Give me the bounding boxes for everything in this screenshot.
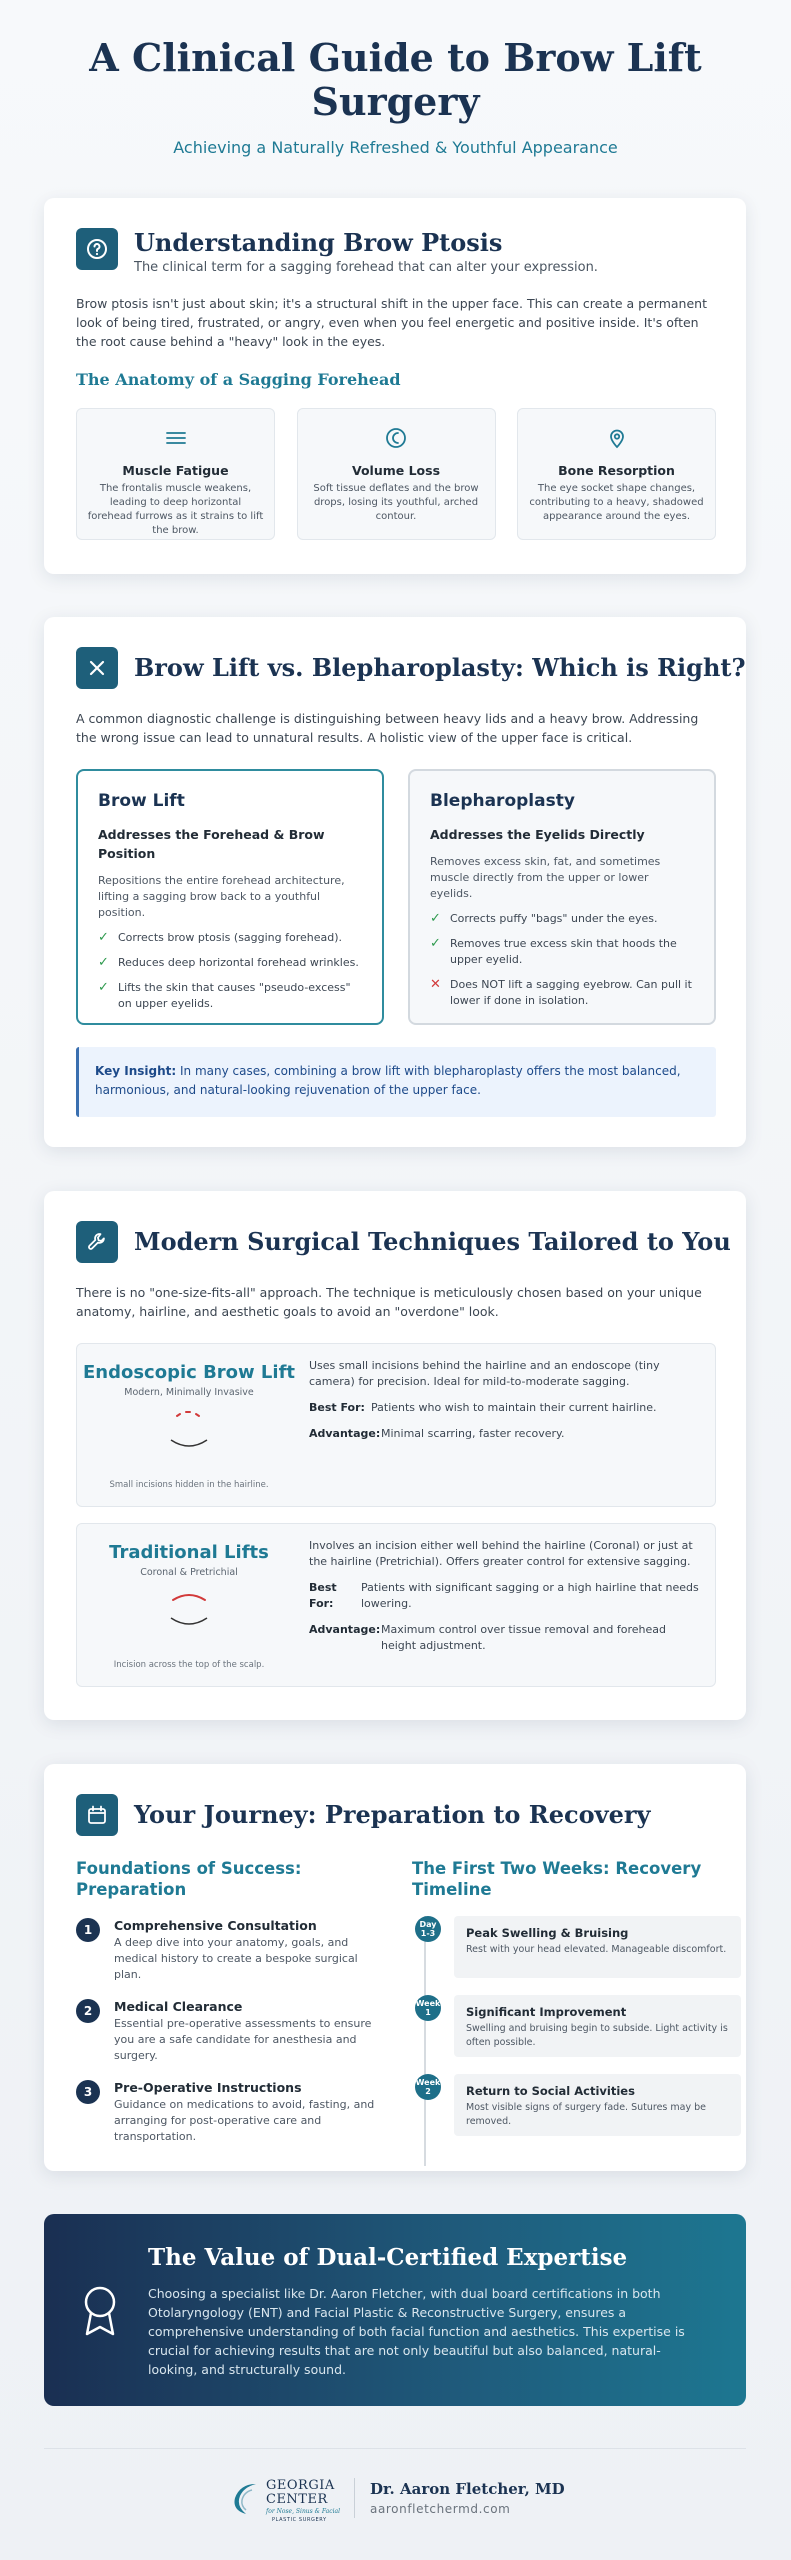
brow-lift-box xyxy=(76,769,384,1025)
page-header xyxy=(0,0,791,157)
step-number: 1 xyxy=(76,1918,100,1942)
check-icon: ✓ xyxy=(98,980,109,995)
footer xyxy=(0,2470,791,2530)
technique-best-for: Best For: Patients with significant sagging or a high hairline that needs lowering. xyxy=(309,1581,699,1610)
preparation-title: Foundations of Success: Preparation xyxy=(76,1859,302,1899)
technique-title: Endoscopic Brow Lift xyxy=(82,1362,296,1383)
anatomy-title: The Anatomy of a Sagging Forehead xyxy=(76,370,401,389)
wrench-icon xyxy=(76,1221,118,1263)
section-techniques xyxy=(44,1191,746,1720)
anatomy-item-bone xyxy=(517,408,716,540)
close-icon xyxy=(76,647,118,689)
technique-advantage: Advantage: Maximum control over tissue removal and forehead height adjustment. xyxy=(309,1623,667,1652)
anatomy-item-title: Bone Resorption xyxy=(558,463,675,478)
traditional-incision-icon xyxy=(159,1586,219,1632)
calendar-icon xyxy=(76,1794,118,1836)
section-title: Understanding Brow Ptosis xyxy=(134,228,503,257)
recovery-column xyxy=(412,1858,728,2166)
page-subtitle: Achieving a Naturally Refreshed & Youthful Appearance xyxy=(173,138,618,157)
key-insight-label: Key Insight: xyxy=(95,1064,177,1078)
technique-endoscopic xyxy=(76,1343,716,1507)
blepharoplasty-title: Blepharoplasty xyxy=(430,791,575,811)
recovery-title: The First Two Weeks: Recovery Timeline xyxy=(412,1859,702,1899)
timeline-badge: Week 1 xyxy=(415,1995,441,2021)
check-icon: ✓ xyxy=(430,936,441,951)
anatomy-item-text: Soft tissue deflates and the brow drops, losing its youthful, arched contour. xyxy=(313,483,479,522)
key-insight xyxy=(76,1047,716,1117)
timeline-item: Week 2 Return to Social Activities Most visible signs of surgery fade. Sutures may be removed. xyxy=(426,2074,722,2136)
section-title: Your Journey: Preparation to Recovery xyxy=(134,1800,651,1829)
technique-desc: Involves an incision either well behind the hairline (Coronal) or just at the hairline (Pretrichial). Offers greater control for extensive sagging. xyxy=(309,1539,693,1568)
check-icon: ✓ xyxy=(98,955,109,970)
doctor-name: Dr. Aaron Fletcher, MD xyxy=(370,2480,565,2498)
technique-traditional xyxy=(76,1523,716,1687)
endoscopic-incision-icon xyxy=(159,1406,219,1452)
section-comparison xyxy=(44,617,746,1147)
lines-icon xyxy=(164,427,188,449)
footer-divider xyxy=(44,2448,746,2449)
question-icon xyxy=(76,228,118,270)
technique-best-for: Best For: Patients who wish to maintain their current hairline. xyxy=(309,1401,657,1414)
technique-subtitle: Modern, Minimally Invasive xyxy=(124,1387,254,1398)
banner-title: The Value of Dual-Certified Expertise xyxy=(148,2244,628,2271)
technique-title: Traditional Lifts xyxy=(109,1542,269,1563)
anatomy-item-title: Volume Loss xyxy=(351,463,441,478)
technique-caption: Incision across the top of the scalp. xyxy=(113,1660,265,1670)
list-item: ✓ Removes true excess skin that hoods the upper eyelid. xyxy=(430,936,677,966)
anatomy-item-text: The frontalis muscle weakens, leading to deep horizontal forehead furrows as it strains to lift the brow. xyxy=(87,483,264,536)
blepharoplasty-box xyxy=(408,769,716,1025)
technique-desc: Uses small incisions behind the hairline and an endoscope (tiny camera) for precision. Ideal for mild-to-moderate sagging. xyxy=(309,1359,660,1388)
section-body: A common diagnostic challenge is distinguishing between heavy lids and a heavy brow. Addressing the wrong issue can lead to unnatural results. A holistic view of the upper face is critical. xyxy=(76,711,699,745)
logo-text-4: PLASTIC SURGERY xyxy=(272,2517,327,2523)
timeline xyxy=(415,1916,728,2166)
logo-emblem-icon xyxy=(226,2478,266,2518)
section-brow-ptosis xyxy=(44,198,746,574)
section-journey xyxy=(44,1764,746,2171)
brow-lift-heading: Addresses the Forehead & Brow Position xyxy=(98,827,325,861)
anatomy-items xyxy=(76,408,716,540)
key-insight-text: In many cases, combining a brow lift with blepharoplasty offers the most balanced, harmonious, and natural-looking rejuvenation of the upper face. xyxy=(95,1064,681,1097)
list-item: 2 Medical Clearance Essential pre-operative assessments to ensure you are a safe candidate for anesthesia and surgery. xyxy=(76,1999,376,2064)
section-subtitle: The clinical term for a sagging forehead that can alter your expression. xyxy=(134,260,598,275)
list-item: 3 Pre-Operative Instructions Guidance on medications to avoid, fasting, and arranging for post-operative care and transportation. xyxy=(76,2080,376,2145)
preparation-column xyxy=(76,1858,376,2145)
list-item: 1 Comprehensive Consultation A deep dive into your anatomy, goals, and medical history to create a bespoke surgical plan. xyxy=(76,1918,376,1983)
section-body: Brow ptosis isn't just about skin; it's a structural shift in the upper face. This can create a permanent look of being tired, frustrated, or angry, even when you feel energetic and positive inside. It's often the root cause behind a "heavy" look in the eyes. xyxy=(76,296,707,349)
award-icon xyxy=(78,2282,122,2338)
blepharoplasty-desc: Removes excess skin, fat, and sometimes muscle directly from the upper or lower eyelids. xyxy=(430,855,661,900)
moon-icon xyxy=(384,427,408,449)
page-title: A Clinical Guide to Brow Lift Surgery xyxy=(89,35,702,124)
check-icon: ✓ xyxy=(430,911,441,926)
section-title: Modern Surgical Techniques Tailored to You xyxy=(134,1227,731,1256)
step-number: 3 xyxy=(76,2080,100,2104)
technique-caption: Small incisions hidden in the hairline. xyxy=(109,1480,269,1490)
cross-icon: ✕ xyxy=(430,977,441,992)
list-item: ✓ Corrects puffy "bags" under the eyes. xyxy=(430,911,658,926)
logo-text-1: GEORGIA xyxy=(266,2478,335,2493)
logo-text-2: CENTER xyxy=(266,2492,328,2507)
technique-advantage: Advantage: Minimal scarring, faster recovery. xyxy=(309,1427,565,1440)
anatomy-item-title: Muscle Fatigue xyxy=(122,463,229,478)
timeline-item: Week 1 Significant Improvement Swelling and bruising begin to subside. Light activity is often possible. xyxy=(426,1995,722,2057)
website-link[interactable]: aaronfletchermd.com xyxy=(370,2502,511,2516)
expertise-banner xyxy=(44,2214,746,2406)
section-title: Brow Lift vs. Blepharoplasty: Which is Right? xyxy=(134,653,746,682)
anatomy-item-text: The eye socket shape changes, contributing to a heavy, shadowed appearance around the eyes. xyxy=(529,483,704,522)
check-icon: ✓ xyxy=(98,930,109,945)
step-number: 2 xyxy=(76,1999,100,2023)
anatomy-item-volume xyxy=(297,408,496,540)
timeline-item: Day 1-3 Peak Swelling & Bruising Rest with your head elevated. Manageable discomfort. xyxy=(426,1916,722,1978)
timeline-badge: Day 1-3 xyxy=(415,1916,441,1942)
pin-icon xyxy=(605,427,629,449)
logo-text-3: for Nose, Sinus & Facial xyxy=(266,2508,341,2515)
timeline-badge: Week 2 xyxy=(415,2074,441,2100)
banner-text: Choosing a specialist like Dr. Aaron Fletcher, with dual board certifications in both Otolaryngology (ENT) and Facial Plastic & Reconstructive Surgery, ensures a comprehensive understanding of both facial function and aesthetics. This expertise is crucial for achieving results that are not only beautiful but also balanced, natural-looking, and structurally sound. xyxy=(148,2286,685,2377)
practice-logo xyxy=(226,2472,346,2526)
section-body: There is no "one-size-fits-all" approach. The technique is meticulously chosen based on your unique anatomy, hairline, and aesthetic goals to avoid an "overdone" look. xyxy=(76,1285,702,1319)
anatomy-item-muscle xyxy=(76,408,275,540)
technique-subtitle: Coronal & Pretrichial xyxy=(140,1567,238,1578)
footer-separator xyxy=(354,2478,355,2518)
list-item: ✕ Does NOT lift a sagging eyebrow. Can pull it lower if done in isolation. xyxy=(430,977,692,1007)
brow-lift-title: Brow Lift xyxy=(98,791,185,811)
list-item: ✓ Lifts the skin that causes "pseudo-excess" on upper eyelids. xyxy=(98,980,351,1010)
list-item: ✓ Reduces deep horizontal forehead wrinkles. xyxy=(98,955,359,970)
blepharoplasty-heading: Addresses the Eyelids Directly xyxy=(430,827,645,842)
list-item: ✓ Corrects brow ptosis (sagging forehead). xyxy=(98,930,343,945)
brow-lift-desc: Repositions the entire forehead architecture, lifting a sagging brow back to a youthful position. xyxy=(98,874,345,919)
